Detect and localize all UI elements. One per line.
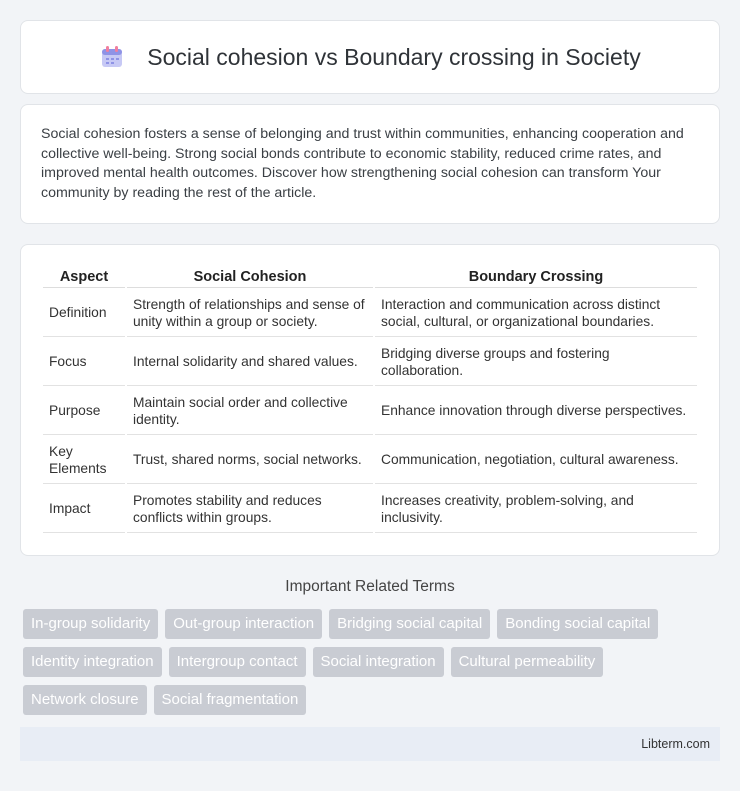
- table-row: [43, 388, 697, 435]
- cell-social-cohesion: Maintain social order and collective identity.: [127, 388, 373, 435]
- table-row: [43, 437, 697, 484]
- cell-aspect: Key Elements: [43, 437, 125, 484]
- cell-social-cohesion: Trust, shared norms, social networks.: [127, 437, 373, 484]
- cell-aspect: Focus: [43, 339, 125, 386]
- related-term-tag[interactable]: Network closure: [23, 685, 147, 715]
- cell-boundary-crossing: Increases creativity, problem-solving, and inclusivity.: [375, 486, 697, 533]
- related-terms-heading: Important Related Terms: [285, 578, 455, 595]
- cell-aspect: Purpose: [43, 388, 125, 435]
- cell-social-cohesion: Promotes stability and reduces conflicts within groups.: [127, 486, 373, 533]
- comparison-table: [41, 263, 699, 535]
- cell-boundary-crossing: Enhance innovation through diverse perspectives.: [375, 388, 697, 435]
- intro-card: [20, 104, 720, 224]
- header-boundary-crossing: Boundary Crossing: [375, 265, 697, 288]
- cell-boundary-crossing: Communication, negotiation, cultural awareness.: [375, 437, 697, 484]
- related-terms-list: [23, 609, 723, 715]
- cell-aspect: Definition: [43, 290, 125, 337]
- related-term-tag[interactable]: Out-group interaction: [165, 609, 322, 639]
- comparison-card: [20, 244, 720, 556]
- cell-aspect: Impact: [43, 486, 125, 533]
- calendar-icon: [99, 44, 125, 70]
- footer: [20, 727, 720, 761]
- header-aspect: Aspect: [43, 265, 125, 288]
- cell-social-cohesion: Internal solidarity and shared values.: [127, 339, 373, 386]
- title-card: [20, 20, 720, 94]
- related-term-tag[interactable]: Intergroup contact: [169, 647, 306, 677]
- table-header-row: [43, 265, 697, 288]
- footer-site-link[interactable]: Libterm.com: [641, 737, 710, 751]
- related-term-tag[interactable]: Social integration: [313, 647, 444, 677]
- table-row: [43, 290, 697, 337]
- related-term-tag[interactable]: Identity integration: [23, 647, 162, 677]
- related-term-tag[interactable]: Bonding social capital: [497, 609, 658, 639]
- page-title: Social cohesion vs Boundary crossing in Society: [147, 43, 641, 70]
- table-row: [43, 486, 697, 533]
- related-term-tag[interactable]: Cultural permeability: [451, 647, 604, 677]
- related-term-tag[interactable]: Bridging social capital: [329, 609, 490, 639]
- cell-social-cohesion: Strength of relationships and sense of unity within a group or society.: [127, 290, 373, 337]
- cell-boundary-crossing: Bridging diverse groups and fostering collaboration.: [375, 339, 697, 386]
- intro-paragraph: Social cohesion fosters a sense of belonging and trust within communities, enhancing cooperation and collective well-being. Strong social bonds contribute to economic stability, reduced crime rates, and improved mental health outcomes. Discover how strengthening social cohesion can transform Your community by reading the rest of the article.: [41, 126, 684, 201]
- cell-boundary-crossing: Interaction and communication across distinct social, cultural, or organizational boundaries.: [375, 290, 697, 337]
- related-term-tag[interactable]: Social fragmentation: [154, 685, 307, 715]
- table-row: [43, 339, 697, 386]
- header-social-cohesion: Social Cohesion: [127, 265, 373, 288]
- related-term-tag[interactable]: In-group solidarity: [23, 609, 158, 639]
